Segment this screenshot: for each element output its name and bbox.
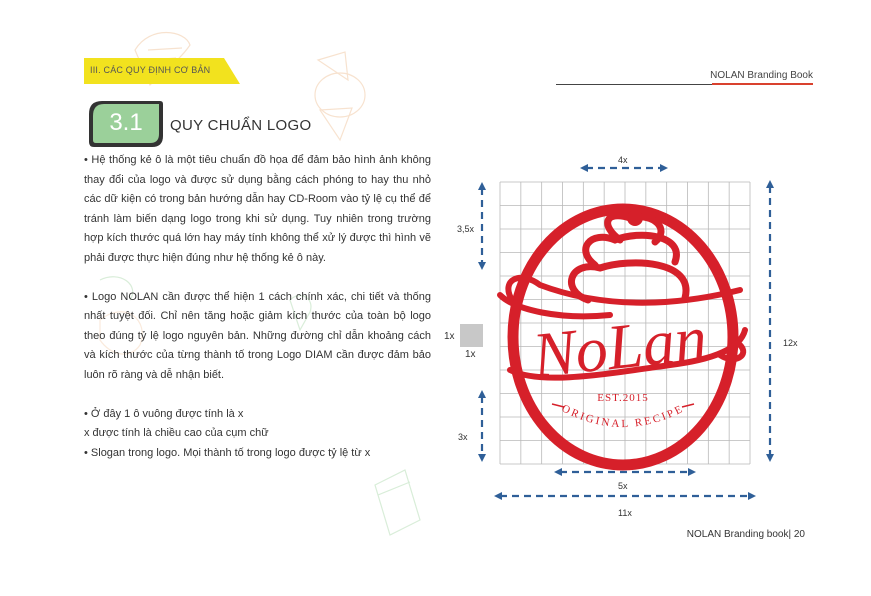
page-title: QUY CHUẨN LOGO (170, 117, 312, 134)
dim-label-top: 4x (618, 155, 628, 165)
logo-slogan-path: ORIGINAL RECIPE (559, 402, 687, 431)
section-number-badge (88, 100, 164, 148)
paragraph-logo-usage: • Logo NOLAN cần được thể hiện 1 cách chính xác, chi tiết và thống nhất tuyệt đối. Chỉ nên tăng hoặc giảm kích thước của toàn bộ logo theo đúng tỷ lệ logo nguyên bản. Những đường chỉ dẫn khoảng cách và kích thước của từng thành tố trong Logo DIAM cần được đảm bảo luôn rõ ràng và dễ nhận biết. (84, 290, 431, 381)
unit-label-below: 1x (465, 349, 476, 360)
section-number: 3.1 (109, 109, 143, 136)
dim-label-bottom-outer: 11x (618, 508, 632, 518)
logo-grid-figure (440, 150, 810, 530)
body-text (84, 151, 431, 463)
logo-established-text: EST.2015 (597, 392, 649, 404)
section-tag (84, 58, 240, 84)
dim-label-left-lower: 3x (458, 432, 468, 442)
logo-slogan-text (560, 402, 687, 430)
page-footer: NOLAN Branding book| 20 (686, 529, 805, 540)
dim-label-bottom-inner: 5x (618, 481, 628, 491)
header-accent-rule (712, 83, 813, 85)
brand-header: NOLAN Branding Book (710, 70, 813, 81)
unit-label-left: 1x (444, 331, 455, 342)
dim-label-right: 12x (783, 338, 798, 348)
note-x-definition: x được tính là chiều cao của cụm chữ (84, 427, 269, 440)
note-slogan: • Slogan trong logo. Mọi thành tố trong logo được tỷ lệ từ x (84, 446, 371, 459)
logo-brand-text: NoLan (529, 302, 711, 391)
note-unit: • Ở đây 1 ô vuông được tính là x (84, 407, 244, 420)
dim-label-left-upper: 3,5x (457, 224, 475, 234)
paragraph-grid-system: • Hệ thống kẻ ô là một tiêu chuẩn đồ họa để đảm bảo hình ảnh không thay đổi của logo và được sử dụng bằng cách phóng to hay thu nhỏ các dữ kiện có trong bản hướng dẫn hay CD-Room vào tỷ lệ cụ thể để tránh làm biến dạng logo trong khi sử dụng. Tuy nhiên trong trường hợp kích thước quá lớn hay máy tính không thể xử lý được thì hình vẽ phải được thực hiện đúng như hệ thống kẻ ô này. (84, 154, 431, 264)
section-label: III. CÁC QUY ĐỊNH CƠ BẢN (90, 65, 211, 75)
unit-square (460, 324, 483, 347)
